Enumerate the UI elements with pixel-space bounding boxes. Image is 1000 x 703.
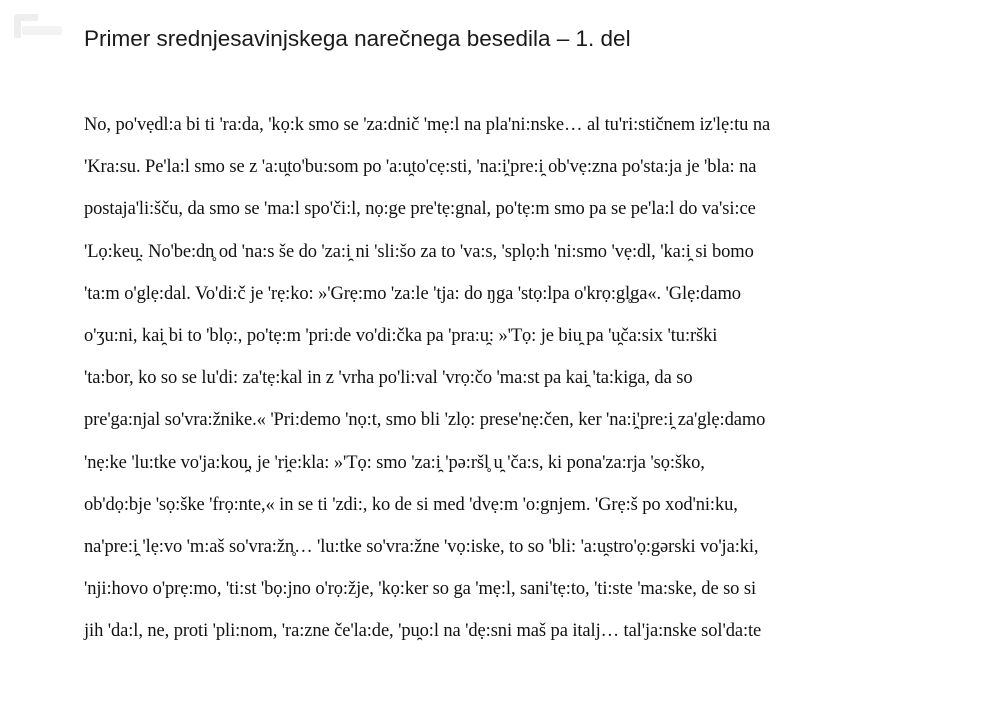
text-line: ob'dọ:bje 'sọ:ške 'frọ:nte,« in se ti 'zdi:, ko de si med 'dvẹ:m 'o:gnjem. 'Grẹ:š po xod'ni:ku, [84,494,738,515]
text-line: na'pre:i̯ 'lẹ:vo 'm:aš so'vra:žn̥… 'lu:tke so'vra:žne 'vọ:iske, to so 'bli: 'a:u̯stro'ọ:gərski vo'ja:ki, [84,536,759,557]
text-line: 'nẹ:ke 'lu:tke vo'ja:kou̯, je 'ri̯e:kla: »'Tọ: smo 'za:i̯ 'pə:ršl̥ u̯ 'ča:s, ki pona'za:rja 'sọ:ško, [84,452,705,473]
text-line: pre'ga:njal so'vra:žnike.« 'Pri:demo 'nọ:t, smo bli 'zlọ: prese'nẹ:čen, ker 'na:i̯'pre:i̯ za'glẹ:damo [84,410,766,431]
text-line: 'ta:m o'glẹ:dal. Vo'di:č je 'rẹ:ko: »'Grẹ:mo 'za:le 'tja: do ŋga 'stọ:lpa o'krọ:gl̥ga«. 'Glẹ:damo [84,283,741,304]
text-line: 'nji:hovo o'prẹ:mo, 'ti:st 'bọ:jno o'rọ:žje, 'kọ:ker so ga 'mẹ:l, sani'tẹ:to, 'ti:ste 'ma:ske, de so si [84,579,756,600]
text-line: jih 'da:l, ne, proti 'pli:nom, 'ra:zne če'la:de, 'pu̯o:l na 'dẹ:sni maš pa italj… tal'ja:nske sol'da:te [84,621,762,642]
text-line: postaja'li:šču, da smo se 'ma:l spo'či:l, nọ:ge pre'tẹ:gnal, po'tẹ:m smo pa se pe'la:l do va'si:ce [84,199,756,220]
text-line: No, po'vẹdl:a bi ti 'ra:da, 'kọ:k smo se 'za:dnič 'mẹ:l na pla'ni:nske… al tu'ri:stičnem iz'lẹ:tu na [84,115,771,135]
text-line: 'Lọ:keu̯. No'be:dn̥ od 'na:s še do 'za:i̯ ni 'sli:šo za to 'va:s, 'splọ:h 'ni:smo 'vẹ:dl, 'ka:i̯ si bomo [84,241,754,262]
dialect-text-body [84,110,944,658]
text-line: 'Kra:su. Pe'la:l smo se z 'a:u̯to'bu:som po 'a:u̯to'cẹ:sti, 'na:i̯'pre:i̯ ob'vẹ:zna po'sta:ja je 'bla: na [84,157,757,178]
text-line: 'ta:bor, ko so se lu'di: za'tẹ:kal in z 'vrha po'li:val 'vrọ:čo 'ma:st pa kai̯ 'ta:kiga, da so [84,368,693,389]
page-title: Primer srednjesavinjskega narečnega besedila – 1. del [84,26,631,51]
text-line: o'ʒu:ni, kai̯ bi to 'blọ:, po'tẹ:m 'pri:de vo'di:čka pa 'pra:u̯: »'Tọ: je biu̯ pa 'u̯ča:six 'tu:rški [84,325,718,346]
watermark-logo [8,12,66,42]
